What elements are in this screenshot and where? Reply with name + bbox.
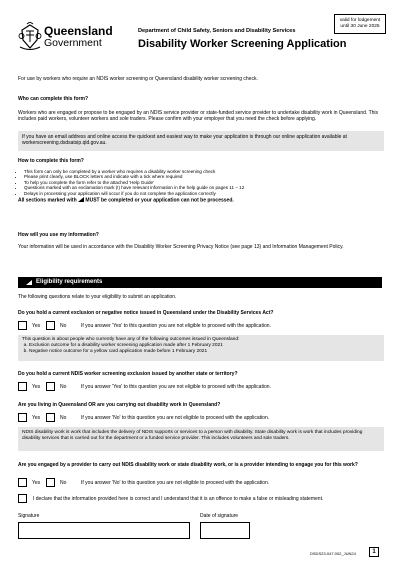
info-text: Your information will be used in accordance with the Disability Worker Screening Privacy Notice (see page 13) and Information Management Policy.: [18, 244, 344, 250]
list-item: • This form can only be completed by a worker who requires a disability worker screening check: [24, 169, 386, 174]
date-of-signature-field[interactable]: [200, 522, 250, 539]
no-label: No: [60, 415, 67, 421]
question-3: Are you living in Queensland OR are you carrying out disability work in Queensland?: [18, 402, 221, 408]
validity-box: [334, 14, 386, 34]
yes-label: Yes: [32, 415, 41, 421]
list-item: • To help you complete the form refer to the attached 'Help Guide': [24, 180, 386, 185]
list-item: • Questions marked with an exclamation mark (!) have relevant information in the help guide on pages 11 – 12: [24, 185, 386, 190]
q2-no-checkbox[interactable]: [46, 382, 55, 391]
intro-text: For use by workers who require an NDIS worker screening or Queensland disability worker screening check.: [18, 76, 258, 82]
q3-info-box: [18, 427, 384, 451]
no-label: No: [60, 384, 67, 390]
question-1: Do you hold a current exclusion or negative notice issued in Queensland under the Disability Services Act?: [18, 310, 274, 316]
q1-info-box: [18, 335, 384, 361]
qld-logo: [18, 22, 118, 54]
eligibility-intro: The following questions relate to your eligibility to submit an application.: [18, 294, 177, 300]
form-code: DSDS23-047.002_JUN24: [310, 551, 356, 556]
list-item: b. Negative notice outcome for a yellow card application made before 1 February 2021: [29, 349, 380, 355]
q4-note: If you answer 'No' to this question you are not eligible to proceed with the application.: [81, 480, 270, 486]
department-name: Department of Child Safety, Seniors and Disability Services: [138, 28, 296, 34]
online-info-text: If you have an email address and online access the quickest and easiest way to make your application is through our online application available at workerscreening.dsdsatsip.qld.gov.au.: [22, 134, 347, 147]
list-item: • Delays in processing your application will occur if you do not complete the application correctly: [24, 191, 386, 196]
declaration-text: I declare that the information provided here is correct and I understand that it is an offence to make a false or misleading statement.: [33, 496, 324, 502]
q1-info-text: This question is about people who currently have any of the following outcomes issued in Queensland:: [22, 337, 240, 342]
info-heading: How will you use my information?: [18, 232, 99, 238]
who-heading: Who can complete this form?: [18, 96, 89, 102]
q4-no-checkbox[interactable]: [46, 478, 55, 487]
yes-label: Yes: [32, 384, 41, 390]
q3-info-text: NDIS disability work is work that includes the delivery of NDIS supports or services to a person with disability. State disability work is work that includes providing disability services that is carried out for the department or a funded service provider. This includes volunteers and sole traders.: [22, 430, 363, 441]
validity-line-1: valid for lodgement: [339, 18, 381, 23]
q4-yes-checkbox[interactable]: [18, 478, 27, 487]
question-2: Do you hold a current NDIS worker screening exclusion issued by another state or territory?: [18, 371, 238, 377]
q1-note: If you answer 'Yes' to this question you are not eligible to proceed with the application.: [81, 323, 271, 329]
page-number: 1: [369, 547, 379, 557]
q1-no-checkbox[interactable]: [46, 321, 55, 330]
q3-yes-checkbox[interactable]: [18, 413, 27, 422]
q3-no-checkbox[interactable]: [46, 413, 55, 422]
q2-yes-checkbox[interactable]: [18, 382, 27, 391]
mandatory-note-pre: All sections marked with: [18, 197, 77, 204]
online-info-box: [18, 131, 384, 151]
yes-label: Yes: [32, 480, 41, 486]
yes-label: Yes: [32, 323, 41, 329]
list-item: a. Exclusion outcome for a disability worker screening application made after 1 February 2021: [29, 343, 380, 349]
logo-text-queensland: Queensland: [44, 24, 113, 38]
mandatory-triangle-icon: [26, 280, 32, 285]
declaration-checkbox[interactable]: [18, 494, 27, 503]
eligibility-section-bar: [18, 277, 382, 288]
no-label: No: [60, 480, 67, 486]
q3-note: If you answer 'No' to this question you are not eligible to proceed with the application.: [81, 415, 270, 421]
q1-yes-checkbox[interactable]: [18, 321, 27, 330]
mandatory-triangle-icon: [78, 197, 84, 202]
validity-line-2: until 30 June 2025: [340, 23, 380, 29]
how-heading: How to complete this form?: [18, 158, 84, 164]
signature-label: Signature: [18, 513, 40, 519]
page-title: Disability Worker Screening Application: [138, 38, 347, 50]
q2-note: If you answer 'Yes' to this question you are not eligible to proceed with the application.: [81, 384, 271, 390]
question-4: Are you engaged by a provider to carry out NDIS disability work or state disability work, or is a provider intending to engage you for this work?: [18, 462, 358, 468]
mandatory-note-post: MUST be completed or your application can not be processed.: [85, 197, 234, 204]
mandatory-note: [18, 197, 388, 204]
date-of-signature-label: Date of signature: [200, 513, 239, 519]
no-label: No: [60, 323, 67, 329]
how-bullet-list: [18, 169, 386, 196]
signature-field[interactable]: [18, 522, 190, 539]
who-text: Workers who are engaged or propose to be engaged by an NDIS service provider or state-funded service provider to undertake disability work in Queensland. This includes paid workers, volunteer workers and sole traders. Please confirm with your employer that you need the check before applying.: [18, 110, 379, 123]
list-item: • Please print clearly, use BLOCK letters and indicate with a tick where required: [24, 174, 386, 179]
logo-text-government: Government: [44, 37, 102, 49]
coat-of-arms-icon: [18, 22, 42, 52]
section-title: Eligibility requirements: [36, 279, 103, 285]
